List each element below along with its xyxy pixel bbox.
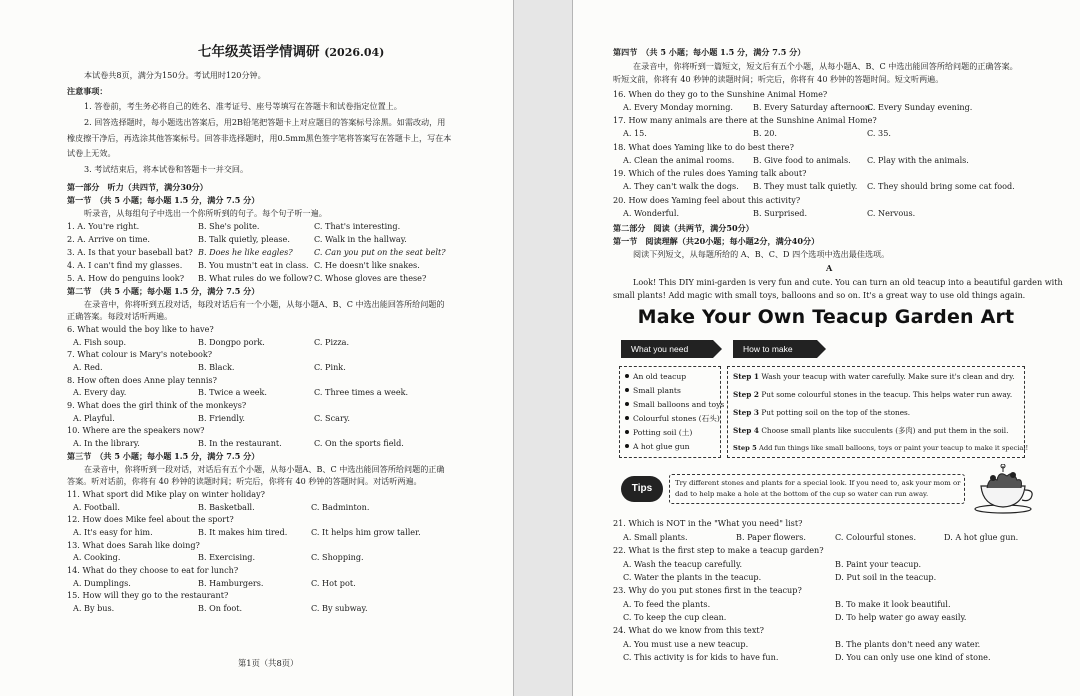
q11-option-b: B. Basketball.: [198, 502, 255, 512]
q24-option-b: B. The plants don't need any water.: [835, 639, 981, 649]
q1-option-a: 1. A. You're right.: [67, 221, 140, 231]
q9-text: 9. What does the girl think of the monkeys?: [67, 400, 247, 410]
q22-option-c: C. Water the plants in the teacup.: [623, 572, 762, 582]
q9-option-c: C. Scary.: [314, 413, 350, 423]
passage-label: A: [826, 263, 833, 273]
need-item: Small balloons and toys: [625, 399, 724, 410]
bullet-icon: [625, 402, 629, 406]
q23-option-b: B. To make it look beautiful.: [835, 599, 951, 609]
q12-option-a: A. It's easy for him.: [73, 527, 153, 537]
notes-heading: 注意事项：: [67, 86, 108, 96]
bullet-icon: [625, 388, 629, 392]
bullet-icon: [625, 444, 629, 448]
q5-option-c: C. Whose gloves are these?: [314, 273, 427, 283]
need-item: A hot glue gun: [625, 441, 690, 452]
q8-option-a: A. Every day.: [73, 387, 127, 397]
q22-option-b: B. Paint your teacup.: [835, 559, 922, 569]
q17-option-a: A. 15.: [623, 128, 647, 138]
q5-option-b: B. What rules do we follow?: [198, 273, 313, 283]
page-divider: [513, 0, 514, 696]
passage-line-1: Look! This DIY mini-garden is very fun and cute. You can turn an old teacup into a beautiful garden with: [633, 277, 1063, 287]
tips-line-2: dad to help make a hole at the bottom of the cup so water can run away.: [675, 490, 929, 498]
note-3: 3. 考试结束后，将本试卷和答题卡一并交回。: [84, 164, 249, 174]
q19-option-b: B. They must talk quietly.: [753, 181, 858, 191]
q15-option-b: B. On foot.: [198, 603, 243, 613]
q23-text: 23. Why do you put stones first in the teacup?: [613, 585, 802, 595]
step-4: Step 4 Choose small plants like succulents (多肉) and put them in the soil.: [733, 426, 1009, 435]
q4-option-b: B. You mustn't eat in class.: [198, 260, 309, 270]
q11-option-a: A. Football.: [73, 502, 120, 512]
section-2-heading: 第二节 （共 5 小题；每小题 1.5 分，满分 7.5 分）: [67, 286, 260, 296]
q15-text: 15. How will they go to the restaurant?: [67, 590, 229, 600]
section-2-instructions-line2: 正确答案。每段对话听两遍。: [67, 311, 173, 321]
q14-option-a: A. Dumplings.: [73, 578, 131, 588]
q2-option-c: C. Walk in the hallway.: [314, 234, 407, 244]
q21-option-b: B. Paper flowers.: [736, 532, 806, 542]
q14-text: 14. What do they choose to eat for lunch?: [67, 565, 239, 575]
exam-title: 七年级英语学情调研 (2026.04): [198, 44, 385, 60]
q17-option-b: B. 20.: [753, 128, 777, 138]
q18-text: 18. What does Yaming like to do best there?: [613, 142, 794, 152]
q16-option-a: A. Every Monday morning.: [623, 102, 733, 112]
q10-option-a: A. In the library.: [73, 438, 140, 448]
section-4-heading: 第四节 （共 5 小题；每小题 1.5 分，满分 7.5 分）: [613, 47, 806, 57]
q20-text: 20. How does Yaming feel about this activity?: [613, 195, 801, 205]
section-1-heading: 第一节 （共 5 小题；每小题 1.5 分，满分 7.5 分）: [67, 195, 260, 205]
q17-text: 17. How many animals are there at the Sunshine Animal Home?: [613, 115, 877, 125]
q3-option-a: 3. A. Is that your baseball bat?: [67, 247, 193, 257]
q19-text: 19. Which of the rules does Yaming talk about?: [613, 168, 807, 178]
q15-option-c: C. By subway.: [311, 603, 368, 613]
q6-option-b: B. Dongpo pork.: [198, 337, 265, 347]
section-3-instructions: 在录音中，你将听到一段对话，对话后有五个小题，从每小题A、B、C 中选出能回答所给问题的正确: [84, 464, 445, 474]
q8-option-c: C. Three times a week.: [314, 387, 409, 397]
need-item: Potting soil (土): [625, 427, 692, 438]
q21-option-d: D. A hot glue gun.: [944, 532, 1019, 542]
what-you-need-label: What you need: [621, 340, 713, 358]
q19-option-a: A. They can't walk the dogs.: [623, 181, 739, 191]
q16-option-c: C. Every Sunday evening.: [867, 102, 973, 112]
need-item: An old teacup: [625, 371, 686, 382]
q18-option-c: C. Play with the animals.: [867, 155, 969, 165]
tips-line-1: Try different stones and plants for a special look. If you need to, ask your mom or: [675, 479, 961, 487]
q18-option-a: A. Clean the animal rooms.: [623, 155, 735, 165]
q4-option-c: C. He doesn't like snakes.: [314, 260, 420, 270]
section-2-instructions: 在录音中，你将听到五段对话，每段对话后有一个小题，从每小题A、B、C 中选出能回答所给问题的: [84, 299, 445, 309]
q22-text: 22. What is the first step to make a teacup garden?: [613, 545, 824, 555]
q5-option-a: 5. A. How do penguins look?: [67, 273, 185, 283]
step-2: Step 2 Put some colourful stones in the teacup. This helps water run away.: [733, 390, 1013, 399]
step-1: Step 1 Wash your teacup with water carefully. Make sure it's clean and dry.: [733, 372, 1015, 381]
passage-line-2: small plants! Add magic with small toys, balloons and so on. It's a great way to use old things again.: [613, 290, 1026, 300]
q2-option-b: B. Talk quietly, please.: [198, 234, 290, 244]
q6-text: 6. What would the boy like to have?: [67, 324, 214, 334]
section-4-instructions: 在录音中，你将听到一篇短文，短文后有五个小题，从每小题A、B、C 中选出能回答所给问题的正确答案。: [633, 61, 1018, 71]
q7-text: 7. What colour is Mary's notebook?: [67, 349, 213, 359]
q13-option-b: B. Exercising.: [198, 552, 256, 562]
q3-option-c: C. Can you put on the seat belt?: [314, 247, 446, 257]
poster-title: Make Your Own Teacup Garden Art: [637, 306, 1015, 328]
q20-option-a: A. Wonderful.: [623, 208, 680, 218]
need-item: Colourful stones (石头): [625, 413, 720, 424]
section-1-instructions: 听录音，从每组句子中选出一个你所听到的句子。每个句子听一遍。: [84, 208, 327, 218]
q12-text: 12. How does Mike feel about the sport?: [67, 514, 234, 524]
q23-option-a: A. To feed the plants.: [623, 599, 711, 609]
q6-option-c: C. Pizza.: [314, 337, 350, 347]
q11-option-c: C. Badminton.: [311, 502, 370, 512]
section-3-heading: 第三节 （共 5 小题；每小题 1.5 分，满分 7.5 分）: [67, 451, 260, 461]
note-2: 2. 回答选择题时，每小题选出答案后，用2B铅笔把答题卡上对应题目的答案标号涂黑。如需改动，用: [84, 117, 446, 127]
q10-text: 10. Where are the speakers now?: [67, 425, 205, 435]
q18-option-b: B. Give food to animals.: [753, 155, 851, 165]
q11-text: 11. What sport did Mike play on winter holiday?: [67, 489, 265, 499]
q12-option-b: B. It makes him tired.: [198, 527, 288, 537]
q14-option-b: B. Hamburgers.: [198, 578, 264, 588]
note-1: 1. 答卷前，考生务必将自己的姓名、准考证号、座号等填写在答题卡和试卷指定位置上。: [84, 101, 402, 111]
q10-option-b: B. In the restaurant.: [198, 438, 282, 448]
exam-page-1: [0, 0, 513, 696]
q22-option-a: A. Wash the teacup carefully.: [623, 559, 743, 569]
section-4-instructions-line2: 听短文前，你将有 40 秒钟的读题时间；听完后，你将有 40 秒钟的答题时间。短文听两遍。: [613, 74, 944, 84]
q24-option-c: C. This activity is for kids to have fun.: [623, 652, 779, 662]
q17-option-c: C. 35.: [867, 128, 891, 138]
q12-option-c: C. It helps him grow taller.: [311, 527, 421, 537]
q20-option-b: B. Surprised.: [753, 208, 808, 218]
q16-option-b: B. Every Saturday afternoon.: [753, 102, 873, 112]
q16-text: 16. When do they go to the Sunshine Animal Home?: [613, 89, 828, 99]
teacup-garden-poster: [611, 298, 1041, 514]
q4-option-a: 4. A. I can't find my glasses.: [67, 260, 183, 270]
q13-text: 13. What does Sarah like doing?: [67, 540, 200, 550]
teacup-plant-icon: [969, 464, 1037, 514]
reading-instructions: 阅读下列短文，从每题所给的 A、B、C、D 四个选项中选出最佳选项。: [633, 249, 890, 259]
q21-text: 21. Which is NOT in the "What you need" list?: [613, 518, 803, 528]
step-5: Step 5 Add fun things like small balloons, toys or paint your teacup to make it special!: [733, 444, 1029, 452]
reading-section-1-heading: 第一节 阅读理解（共20小题；每小题2分，满分40分）: [613, 236, 820, 246]
q13-option-c: C. Shopping.: [311, 552, 364, 562]
bullet-icon: [625, 430, 629, 434]
how-to-make-label: How to make: [733, 340, 817, 358]
q24-text: 24. What do we know from this text?: [613, 625, 764, 635]
step-3: Step 3 Put potting soil on the top of the stones.: [733, 408, 911, 417]
note-2-line3: 试卷上无效。: [67, 148, 116, 158]
page-footer: 第1页（共8页）: [238, 658, 299, 668]
page-gutter: [513, 0, 573, 696]
need-item: Small plants: [625, 385, 681, 396]
q19-option-c: C. They should bring some cat food.: [867, 181, 1015, 191]
q8-option-b: B. Twice a week.: [198, 387, 267, 397]
q3-option-b: B. Does he like eagles?: [198, 247, 293, 257]
q7-option-b: B. Black.: [198, 362, 235, 372]
bullet-icon: [625, 374, 629, 378]
tips-badge: Tips: [621, 476, 663, 502]
section-3-instructions-line2: 答案。听对话前，你将有 40 秒钟的读题时间；听完后，你将有 40 秒钟的答题时间。对话听两遍。: [67, 476, 422, 486]
q21-option-a: A. Small plants.: [623, 532, 688, 542]
q13-option-a: A. Cooking.: [73, 552, 121, 562]
q24-option-d: D. You can only use one kind of stone.: [835, 652, 991, 662]
q23-option-d: D. To help water go away easily.: [835, 612, 967, 622]
q9-option-b: B. Friendly.: [198, 413, 246, 423]
q6-option-a: A. Fish soup.: [73, 337, 127, 347]
q21-option-c: C. Colourful stones.: [835, 532, 917, 542]
q2-option-a: 2. A. Arrive on time.: [67, 234, 150, 244]
q7-option-c: C. Pink.: [314, 362, 346, 372]
q1-option-b: B. She's polite.: [198, 221, 260, 231]
q15-option-a: A. By bus.: [73, 603, 115, 613]
part-2-heading: 第二部分 阅读（共两节，满分50分）: [613, 223, 754, 233]
q1-option-c: C. That's interesting.: [314, 221, 401, 231]
q8-text: 8. How often does Anne play tennis?: [67, 375, 217, 385]
q9-option-a: A. Playful.: [73, 413, 115, 423]
q10-option-c: C. On the sports field.: [314, 438, 404, 448]
q7-option-a: A. Red.: [73, 362, 103, 372]
q24-option-a: A. You must use a new teacup.: [623, 639, 749, 649]
q23-option-c: C. To keep the cup clean.: [623, 612, 727, 622]
q20-option-c: C. Nervous.: [867, 208, 916, 218]
note-2-line2: 橡皮擦干净后，再选涂其他答案标号。回答非选择题时，用0.5mm黑色签字笔将答案写在答题卡上，写在本: [67, 133, 452, 143]
part-1-heading: 第一部分 听力（共四节，满分30分）: [67, 182, 208, 192]
q14-option-c: C. Hot pot.: [311, 578, 356, 588]
exam-intro: 本试卷共8页，满分为150分。考试用时120分钟。: [84, 70, 266, 80]
q22-option-d: D. Put soil in the teacup.: [835, 572, 937, 582]
bullet-icon: [625, 416, 629, 420]
